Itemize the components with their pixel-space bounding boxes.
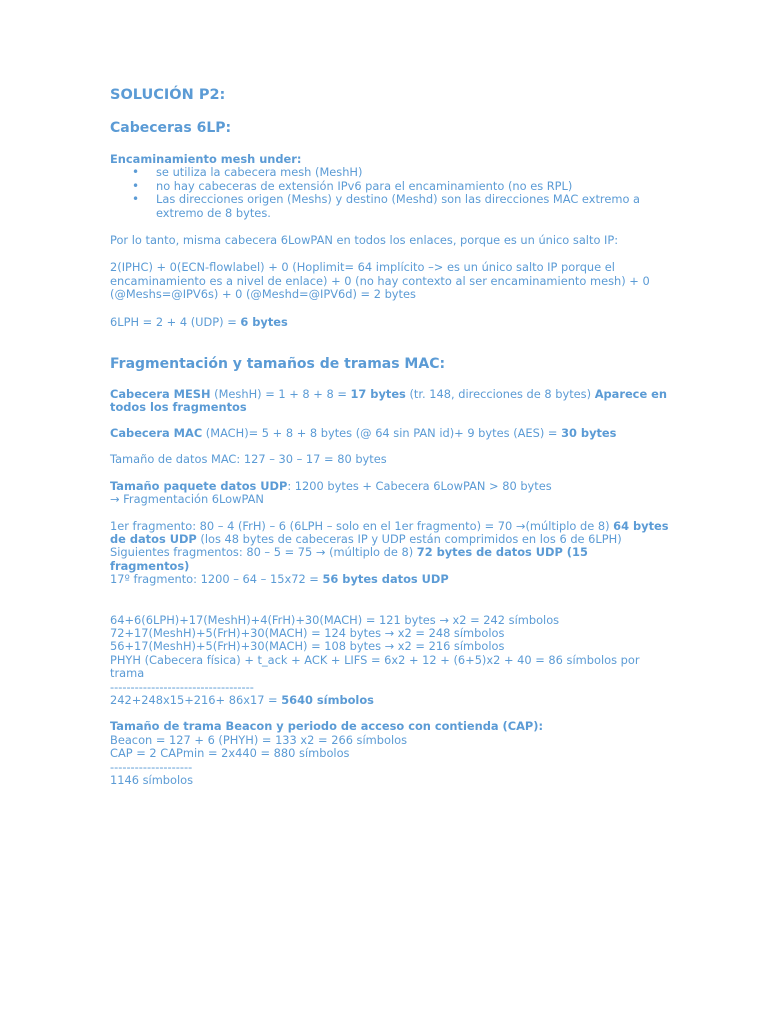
- separator-rule: -----------------------------------: [110, 679, 254, 694]
- bullet-item: • no hay cabeceras de extensión IPv6 para el encaminamiento (no es RPL): [156, 180, 670, 193]
- beacon-line: Beacon = 127 + 6 (PHYH) = 133 x2 = 266 símbolos: [110, 732, 408, 747]
- paragraph-6lph: 6LPH = 2 + 4 (UDP) = 6 bytes: [110, 314, 288, 329]
- mesh-bullet-list: [110, 166, 670, 220]
- paragraph-cabecera-mac: Cabecera MAC (MACH)= 5 + 8 + 8 bytes (@ 64 sin PAN id)+ 9 bytes (AES) = 30 bytes: [110, 425, 617, 440]
- calc-line: 72+17(MeshH)+5(FrH)+30(MACH) = 124 bytes → x2 = 248 símbolos: [110, 625, 505, 640]
- heading-fragmentacion: Fragmentación y tamaños de tramas MAC:: [110, 356, 446, 373]
- paragraph-ultimo-fragmento: 17º fragmento: 1200 – 64 – 15x72 = 56 bytes datos UDP: [110, 572, 449, 587]
- mesh-under-title: Encaminamiento mesh under:: [110, 152, 302, 166]
- document-body: [110, 86, 670, 787]
- bullet-item: • se utiliza la cabecera mesh (MeshH): [156, 166, 670, 179]
- page-title: SOLUCIÓN P2:: [110, 87, 226, 103]
- paragraph-primer-fragmento: 1er fragmento: 80 – 4 (FrH) – 6 (6LPH – solo en el 1er fragmento) = 70 →(múltiplo de 8) 64 bytes de datos UDP (los 48 bytes de cabeceras IP y UDP están comprimidos en los 6 de 6LPH): [110, 518, 669, 546]
- calc-line: PHYH (Cabecera física) + t_ack + ACK + LIFS = 6x2 + 12 + (6+5)x2 + 40 = 86 símbolos por trama: [110, 652, 640, 681]
- paragraph-iphc: 2(IPHC) + 0(ECN-flowlabel) + 0 (Hoplimit= 64 implícito –> es un único salto IP porque el encaminamiento es a nivel de enlace) + 0 (no hay contexto al ser encaminamiento mesh) + 0 (@Meshs=@IPV6s) + 0 (@Meshd=@IPV6d) = 2 bytes: [110, 260, 650, 302]
- paragraph-siguientes-fragmentos: Siguientes fragmentos: 80 – 5 = 75 → (múltiplo de 8) 72 bytes de datos UDP (15 fragmentos): [110, 545, 588, 573]
- final-total: 1146 símbolos: [110, 773, 194, 787]
- paragraph-paquete-udp: Tamaño paquete datos UDP: 1200 bytes + Cabecera 6LowPAN > 80 bytes: [110, 478, 552, 493]
- heading-cabeceras: Cabeceras 6LP:: [110, 120, 232, 136]
- total-line: 242+248x15+216+ 86x17 = 5640 símbolos: [110, 692, 374, 707]
- calc-line: 64+6(6LPH)+17(MeshH)+4(FrH)+30(MACH) = 121 bytes → x2 = 242 símbolos: [110, 612, 560, 627]
- paragraph-datos-mac: Tamaño de datos MAC: 127 – 30 – 17 = 80 bytes: [110, 452, 387, 467]
- cap-line: CAP = 2 CAPmin = 2x440 = 880 símbolos: [110, 746, 350, 761]
- paragraph-6lowpan: Por lo tanto, misma cabecera 6LowPAN en todos los enlaces, porque es un único salto IP:: [110, 233, 619, 248]
- paragraph-cabecera-mesh: Cabecera MESH (MeshH) = 1 + 8 + 8 = 17 bytes (tr. 148, direcciones de 8 bytes) Aparece en todos los fragmentos: [110, 387, 667, 415]
- calc-line: 56+17(MeshH)+5(FrH)+30(MACH) = 108 bytes → x2 = 216 símbolos: [110, 639, 505, 654]
- paragraph-fragmentacion: → Fragmentación 6LowPAN: [110, 492, 264, 507]
- beacon-title: Tamaño de trama Beacon y periodo de acceso con contienda (CAP):: [110, 719, 544, 734]
- bullet-item: • Las direcciones origen (Meshs) y destino (Meshd) son las direcciones MAC extremo a extremo de 8 bytes.: [156, 193, 670, 220]
- separator-rule: --------------------: [110, 759, 193, 774]
